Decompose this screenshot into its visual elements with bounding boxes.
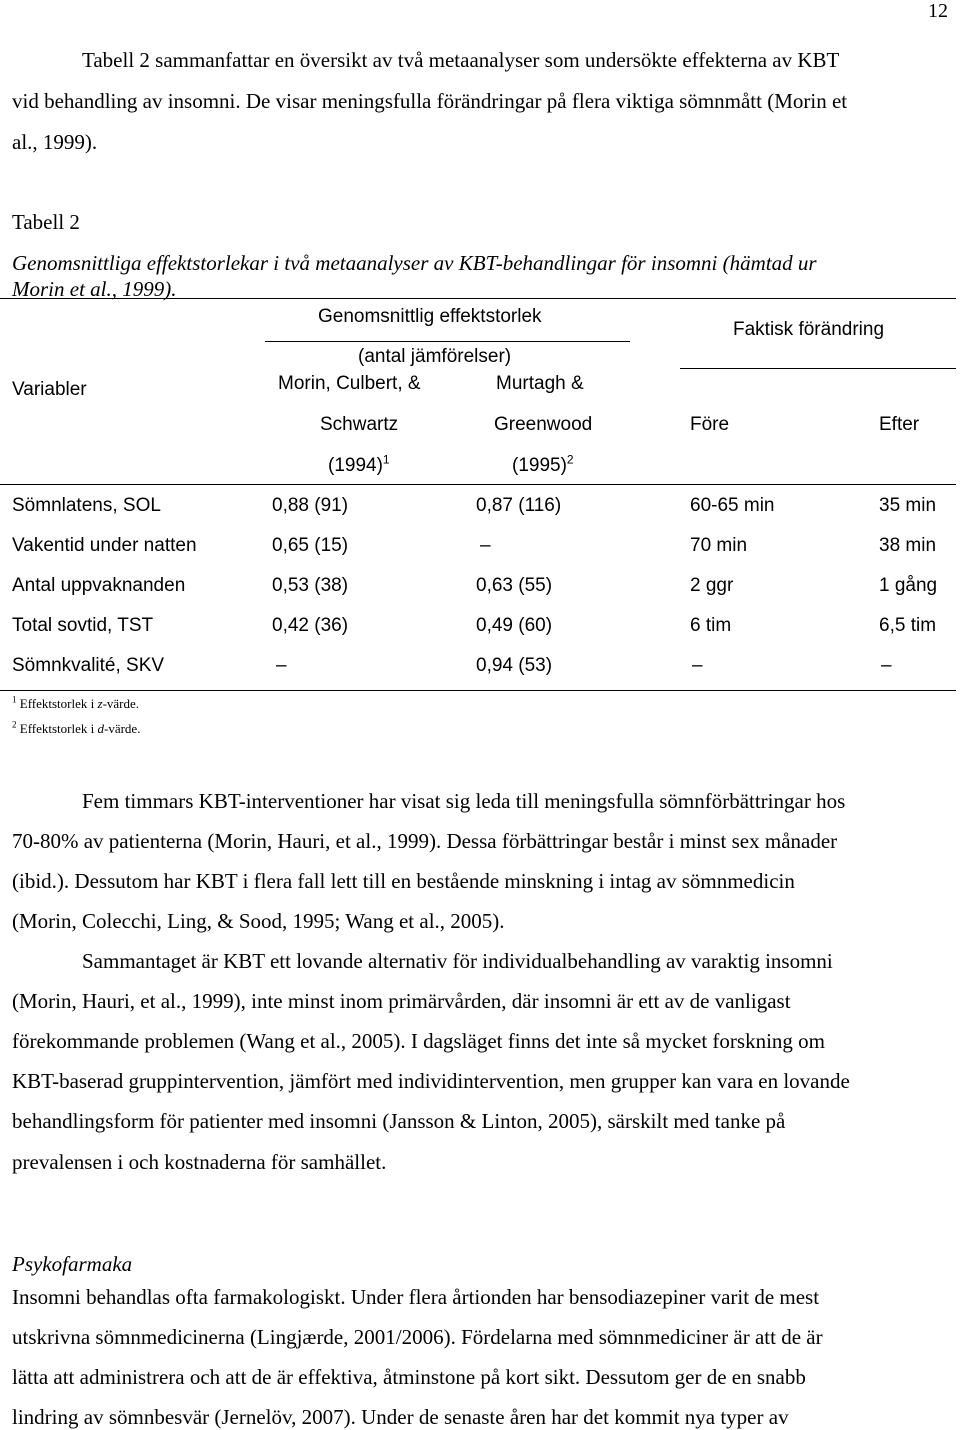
change-group-rule bbox=[680, 368, 956, 369]
before-header: Före bbox=[690, 414, 730, 435]
row-4-after: 6,5 tim bbox=[879, 615, 937, 636]
footnote-1-pre: Effektstorlek i bbox=[19, 696, 98, 711]
variables-header: Variabler bbox=[12, 379, 87, 400]
section-line-2: utskrivna sömnmedicinerna (Lingjærde, 2001/2006). Fördelarna med sömnmediciner är att de är bbox=[12, 1325, 823, 1349]
footnote-2-ital: d bbox=[97, 721, 104, 736]
body-line-6: (Morin, Hauri, et al., 1999), inte minst inom primärvården, där insomni är ett av de vanligast bbox=[12, 989, 791, 1013]
row-5-variable: Sömnkvalité, SKV bbox=[12, 655, 165, 676]
body-line-9: behandlingsform för patienter med insomni (Jansson & Linton, 2005), särskilt med tanke på bbox=[12, 1109, 786, 1133]
col2-header-year bbox=[512, 452, 574, 476]
col2-header-line2: Greenwood bbox=[494, 414, 593, 435]
col2-footnote-mark: 2 bbox=[566, 452, 574, 467]
footnote-2 bbox=[12, 721, 140, 737]
col1-footnote-mark: 1 bbox=[382, 452, 390, 467]
actual-change-header: Faktisk förändring bbox=[733, 319, 885, 340]
row-5-before: – bbox=[692, 655, 703, 676]
table-bottom-rule bbox=[0, 690, 956, 691]
page-number: 12 bbox=[928, 0, 948, 22]
row-3-after: 1 gång bbox=[879, 575, 938, 596]
body-line-3: (ibid.). Dessutom har KBT i flera fall lett till en bestående minskning i intag av sömnmedicin bbox=[12, 869, 795, 893]
body-line-8: KBT-baserad gruppintervention, jämfört med individintervention, men grupper kan vara en lovande bbox=[12, 1069, 850, 1093]
row-3-variable: Antal uppvaknanden bbox=[12, 575, 186, 596]
effect-size-subheader: (antal jämförelser) bbox=[358, 346, 512, 367]
col2-header-line1: Murtagh & bbox=[496, 373, 584, 394]
row-2-variable: Vakentid under natten bbox=[12, 535, 197, 556]
body-line-1: Fem timmars KBT-interventioner har visat sig leda till meningsfulla sömnförbättringar hos bbox=[82, 789, 846, 813]
row-2-before: 70 min bbox=[690, 535, 748, 556]
row-3-col2: 0,63 (55) bbox=[476, 575, 553, 596]
footnote-1-mark: 1 bbox=[12, 694, 17, 705]
body-line-7: förekommande problemen (Wang et al., 2005). I dagsläget finns det inte så mycket forskning om bbox=[12, 1029, 826, 1053]
footnote-2-pre: Effektstorlek i bbox=[19, 721, 98, 736]
row-5-col2: 0,94 (53) bbox=[476, 655, 553, 676]
footnote-2-mark: 2 bbox=[12, 719, 17, 730]
after-header: Efter bbox=[879, 414, 920, 435]
section-line-4: lindring av sömnbesvär (Jernelöv, 2007). Under de senaste åren har det kommit nya typer av bbox=[12, 1405, 789, 1429]
row-1-after: 35 min bbox=[879, 495, 937, 516]
table-label: Tabell 2 bbox=[12, 210, 80, 234]
row-4-before: 6 tim bbox=[690, 615, 732, 636]
row-2-after: 38 min bbox=[879, 535, 937, 556]
intro-line-3: al., 1999). bbox=[12, 130, 98, 154]
row-1-variable: Sömnlatens, SOL bbox=[12, 495, 161, 516]
row-5-col1: – bbox=[276, 655, 287, 676]
col1-header-line1: Morin, Culbert, & bbox=[278, 373, 421, 394]
section-line-3: lätta att administrera och att de är effektiva, åtminstone på kort sikt. Dessutom ger de en snabb bbox=[12, 1365, 806, 1389]
intro-line-2: vid behandling av insomni. De visar meningsfulla förändringar på flera viktiga sömnmått (Morin et bbox=[12, 89, 848, 113]
footnote-1-ital: z bbox=[97, 696, 103, 711]
footnote-2-post: -värde. bbox=[104, 721, 141, 736]
row-2-col1: 0,65 (15) bbox=[272, 535, 349, 556]
effect-size-header: Genomsnittlig effektstorlek bbox=[318, 306, 542, 327]
row-4-variable: Total sovtid, TST bbox=[12, 615, 154, 636]
body-line-5: Sammantaget är KBT ett lovande alternativ för individualbehandling av varaktig insomni bbox=[82, 949, 833, 973]
row-4-col2: 0,49 (60) bbox=[476, 615, 553, 636]
body-line-2: 70-80% av patienterna (Morin, Hauri, et al., 1999). Dessa förbättringar består i minst sex månader bbox=[12, 829, 838, 853]
row-2-col2: – bbox=[480, 535, 491, 556]
table-header-rule bbox=[0, 484, 956, 485]
intro-line-1: Tabell 2 sammanfattar en översikt av två metaanalyser som undersökte effekterna av KBT bbox=[82, 48, 840, 72]
table-caption-line-2: Morin et al., 1999). bbox=[12, 277, 177, 301]
row-4-col1: 0,42 (36) bbox=[272, 615, 349, 636]
table-top-rule bbox=[0, 298, 956, 299]
col1-year: (1994) bbox=[328, 455, 383, 476]
row-3-before: 2 ggr bbox=[690, 575, 734, 596]
effect-size-group-rule bbox=[265, 341, 630, 342]
row-3-col1: 0,53 (38) bbox=[272, 575, 349, 596]
footnote-1-post: -värde. bbox=[102, 696, 140, 711]
section-heading: Psykofarmaka bbox=[12, 1252, 133, 1276]
section-line-1: Insomni behandlas ofta farmakologiskt. Under flera årtionden har bensodiazepiner varit de mest bbox=[12, 1285, 820, 1309]
body-line-4: (Morin, Colecchi, Ling, & Sood, 1995; Wang et al., 2005). bbox=[12, 909, 505, 933]
col1-header-year bbox=[328, 452, 390, 476]
table-caption-line-1: Genomsnittliga effektstorlekar i två metaanalyser av KBT-behandlingar för insomni (hämtad ur bbox=[12, 251, 817, 275]
row-1-before: 60-65 min bbox=[690, 495, 775, 516]
col1-header-line2: Schwartz bbox=[320, 414, 399, 435]
body-line-10: prevalensen i och kostnaderna för samhället. bbox=[12, 1150, 387, 1174]
row-1-col2: 0,87 (116) bbox=[476, 495, 562, 516]
footnote-1 bbox=[12, 696, 139, 712]
col2-year: (1995) bbox=[512, 455, 567, 476]
row-5-after: – bbox=[881, 655, 892, 676]
row-1-col1: 0,88 (91) bbox=[272, 495, 349, 516]
